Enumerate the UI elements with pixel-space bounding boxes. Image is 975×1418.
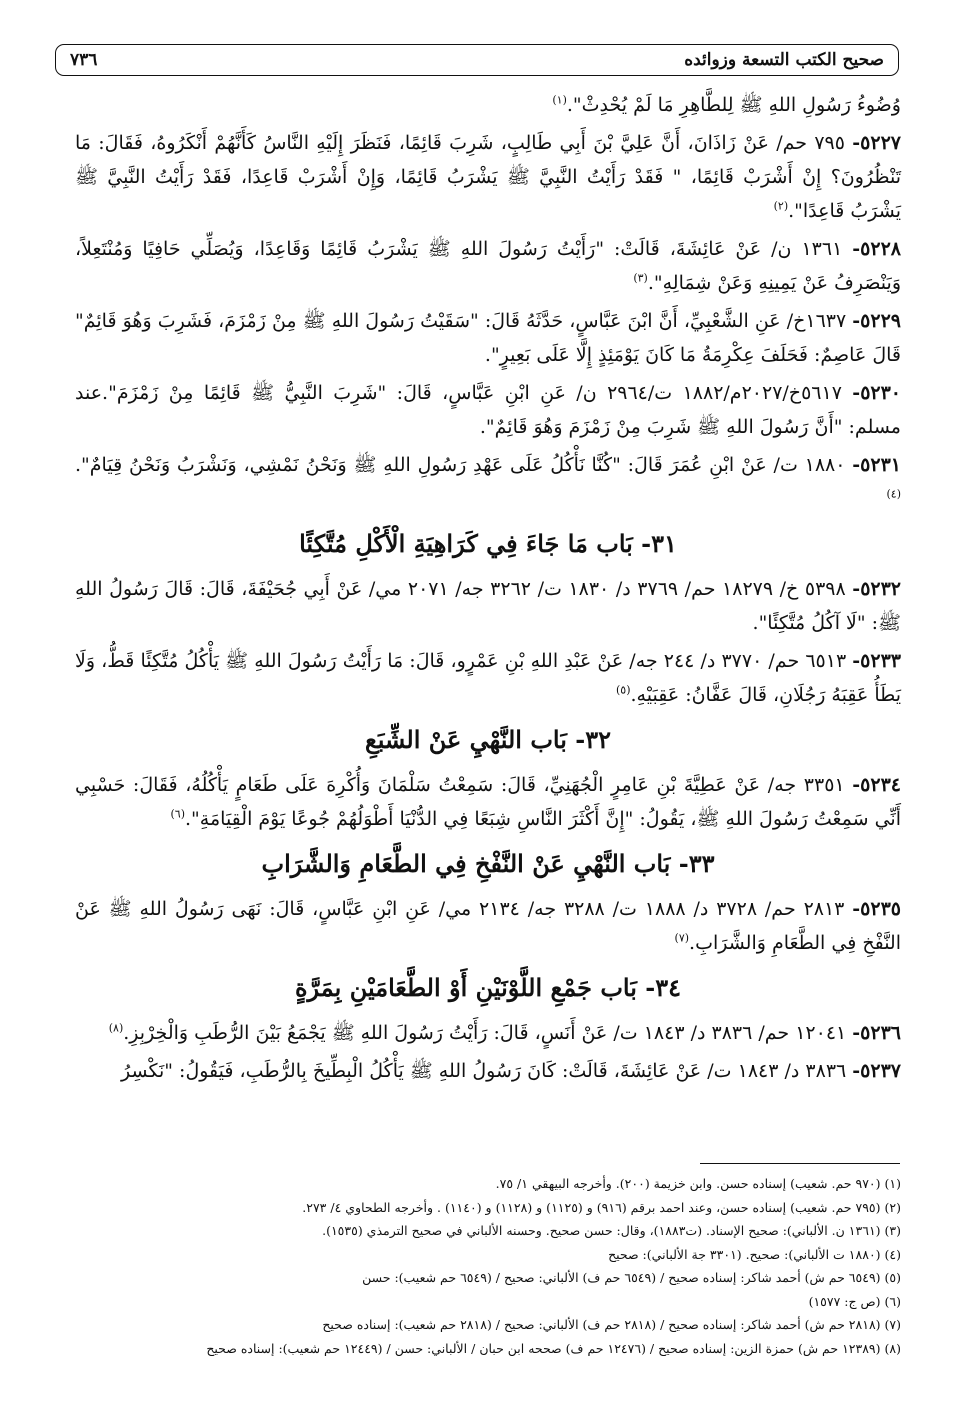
footnote-ref: (٦)	[170, 807, 186, 821]
hadith-paragraph	[75, 892, 901, 960]
hadith-paragraph	[75, 1016, 901, 1050]
hadith-number: ٥٢٣٢-	[852, 578, 902, 600]
footnote: (٢) (٧٩٥ حم. شعيب) إسناده حسن، وعند احمد برقم (٩١٦) و (١١٢٥) و (١١٢٨) و (١١٤٠) . وأخرجه الطحاوي ٤/ ٢٧٣.	[302, 1199, 901, 1215]
main-text	[75, 88, 901, 1092]
hadith-paragraph	[75, 1054, 901, 1088]
chapter-heading: ٣١- بَاب مَا جَاءَ فِي كَرَاهِيَةِ الْأَكْلِ مُتَّكِئًا	[299, 529, 677, 558]
footnote-ref: (٨)	[108, 1021, 124, 1035]
hadith-paragraph	[75, 304, 901, 372]
footnote-ref: (١)	[552, 93, 567, 107]
chapter-heading: ٣٢- بَاب النَّهْيِ عَنْ الشِّبَعِ	[364, 725, 612, 754]
footnote: (٧) (٢٨١٨ حم ش) أحمد شاكر: إسناده صحيح / (٢٨١٨ حم ف) الألباني: صحيح / (٢٨١٨ حم شعيب): إسناده صحيح	[322, 1317, 901, 1332]
hadith-number: ٥٢٢٨-	[852, 238, 901, 260]
hadith-text: ٧٩٥ حم/ عَنْ زَاذَانَ، أَنَّ عَلِيَّ بْنَ أَبِي طَالِبٍ، شَرِبَ قَائِمًا، فَنَظَرَ إِلَيْهِ النَّاسُ كَأَنَّهُمْ أَنْكَرُوهُ، فَقَالَ: مَا تَنْظُرُونَ؟ إِنْ أَشْرَبْ قَائِمًا، " فَقَدْ رَأَيْتُ النَّبِيَّ ﷺ يَشْرَبُ قَائِمًا، وَإِنْ أَشْرَبْ قَاعِدًا، فَقَدْ رَأَيْتُ النَّبِيَّ ﷺ يَشْرَبُ قَاعِدًا".	[75, 132, 901, 222]
hadith-number: ٥٢٣٤-	[852, 774, 901, 796]
hadith-paragraph	[75, 448, 901, 516]
page-header	[55, 44, 899, 76]
footnote-ref: (٧)	[674, 931, 690, 945]
hadith-number: ٥٢٣٣-	[852, 650, 901, 672]
hadith-paragraph	[75, 768, 901, 836]
chapter-heading: ٣٤- بَاب جَمْعِ اللَّوْنَيْنِ أَوْ الطَّعَامَيْنِ بِمَرَّةٍ	[294, 973, 681, 1002]
hadith-text: وُضُوءُ رَسُولِ اللهِ ﷺ لِلطَّاهِرِ مَا لَمْ يُحْدِثْ".	[566, 94, 901, 116]
hadith-number: ٥٢٣١-	[852, 454, 901, 476]
footnote: (٤) (١٨٨٠ ت الألباني): صحيح. (٣٣٠١ جة الألباني): صحيح	[608, 1246, 901, 1262]
book-title: صحيح الكتب التسعة وزوائده	[684, 50, 884, 70]
hadith-paragraph	[75, 126, 901, 228]
hadith-number: ٥٢٣٦-	[852, 1022, 901, 1044]
hadith-text: ١٢٠٤١ حم/ ٣٨٣٦ د/ ١٨٤٣ ت/ عَنْ أَنَسٍ، قَالَ: رَأَيْتُ رَسُولَ اللهِ ﷺ يَجْمَعُ بَيْنَ الرُّطَبِ وَالْخِرْبِزِ.	[123, 1022, 853, 1044]
footnote-ref: (٥)	[616, 683, 631, 697]
footnotes	[75, 1172, 901, 1360]
hadith-number: ٥٢٢٩-	[852, 310, 901, 332]
hadith-number: ٥٢٢٧-	[852, 132, 901, 154]
hadith-paragraph	[75, 88, 901, 122]
hadith-text: ١٦٣٧خ/ عَنِ الشَّعْبِيِّ، أَنَّ ابْنَ عَبَّاسٍ، حَدَّثَهُ قَالَ: "سَقَيْتُ رَسُولَ اللهِ ﷺ مِنْ زَمْزَمَ، فَشَرِبَ وَهُوَ قَائِمٌ" قَالَ عَاصِمٌ: فَحَلَفَ عِكْرِمَةُ مَا كَانَ يَوْمَئِذٍ إِلَّا عَلَى بَعِيرٍ".	[75, 310, 901, 366]
hadith-number: ٥٢٣٥-	[852, 898, 901, 920]
hadith-text: ٥٦١٧خ/٢٠٢٧م/١٨٨٢ ت/٢٩٦٤ ن/ عَنِ ابْنِ عَبَّاسٍ، قَالَ: "شَرِبَ النَّبِيُّ ﷺ قَائِمًا مِنْ زَمْزَمَ".عند مسلم: "أَنَّ رَسُولَ اللهِ ﷺ شَرِبَ مِنْ زَمْزَمَ وَهُوَ قَائِمٌ".	[75, 382, 901, 438]
footnote-ref: (٢)	[773, 199, 789, 213]
hadith-paragraph	[75, 232, 901, 300]
hadith-text: ١٨٨٠ ت/ عَنْ ابْنِ عُمَرَ قَالَ: "كُنَّا نَأْكُلُ عَلَى عَهْدِ رَسُولِ اللهِ ﷺ وَنَحْنُ نَمْشِي، وَنَشْرَبُ وَنَحْنُ قِيَامٌ".	[75, 454, 853, 476]
hadith-text: ٣٨٣٦ د/ ١٨٤٣ ت/ عَنْ عَائِشَةَ، قَالَتْ: كَانَ رَسُولُ اللهِ ﷺ يَأْكُلُ الْبِطِّيخَ بِالرُّطَبِ، فَيَقُولُ: "نَكْسِرُ	[121, 1060, 853, 1082]
footnote-ref: (٤)	[886, 487, 901, 501]
footnote: (٣) (١٣٦١ ن. الألباني): صحيح الإسناد. (ت١٨٨٣)، وقال: حسن صحيح. وحسنه الألباني في صحيح الترمذي (١٥٣٥).	[322, 1223, 901, 1238]
footnote: (١) (٩٧٠ حم. شعيب) إسناده حسن. وابن خزيمة (٢٠٠). وأخرجه البيهقي ١/ ٧٥.	[495, 1176, 901, 1191]
hadith-text: ٥٣٩٨ خ/ ١٨٢٧٩ حم/ ٣٧٦٩ د/ ١٨٣٠ ت/ ٣٢٦٢ جه/ ٢٠٧١ مي/ عَنْ أَبِي جُحَيْفَةَ، قَالَ: قَالَ رَسُولُ اللهِ ﷺ: "لَا آكُلُ مُتَّكِئًا".	[75, 578, 901, 634]
footnote: (٦) (ص ج: ١٥٧٧)	[808, 1293, 901, 1309]
hadith-paragraph	[75, 644, 901, 712]
hadith-number: ٥٢٣٧-	[852, 1060, 901, 1082]
hadith-text: ٣٣٥١ جه/ عَنْ عَطِيَّةَ بْنِ عَامِرٍ الْجُهَنِيِّ، قَالَ: سَمِعْتُ سَلْمَانَ وَأُكْرِهَ عَلَى طَعَامٍ يَأْكُلُهُ، فَقَالَ: حَسْبِي أَنِّي سَمِعْتُ رَسُولَ اللهِ ﷺ، يَقُولُ: "إِنَّ أَكْثَرَ النَّاسِ شِبَعًا فِي الدُّنْيَا أَطْوَلُهُمْ جُوعًا يَوْمَ الْقِيَامَةِ".	[75, 774, 901, 830]
footnote: (٥) (٦٥٤٩ حم ش) أحمد شاكر: إسناده صحيح / (٦٥٤٩ حم ف) الألباني: صحيح / (٦٥٤٩ حم شعيب): حسن	[362, 1270, 901, 1285]
chapter-heading: ٣٣- بَاب النَّهْيِ عَنْ النَّفْخِ فِي الطَّعَامِ وَالشَّرَابِ	[261, 849, 715, 878]
hadith-text: ٢٨١٣ حم/ ٣٧٢٨ د/ ١٨٨٨ ت/ ٣٢٨٨ جه/ ٢١٣٤ مي/ عَنِ ابْنِ عَبَّاسٍ، قَالَ: نَهَى رَسُولُ اللهِ ﷺ عَنْ النَّفْخِ فِي الطَّعَامِ وَالشَّرَابِ.	[75, 898, 901, 954]
hadith-number: ٥٢٣٠-	[852, 382, 902, 404]
hadith-text: ١٣٦١ ن/ عَنْ عَائِشَةَ، قَالَتْ: "رَأَيْتُ رَسُولَ اللهِ ﷺ يَشْرَبُ قَائِمًا وَقَاعِدًا، وَيُصَلِّي حَافِيًا وَمُنْتَعِلاً، وَيَنْصَرِفُ عَنْ يَمِينِهِ وَعَنْ شِمَالِهِ".	[75, 238, 901, 294]
page-number: ٧٣٦	[70, 50, 98, 70]
hadith-paragraph	[75, 376, 901, 444]
footnote-divider	[700, 1163, 900, 1164]
hadith-paragraph	[75, 572, 901, 640]
footnote: (٨) (١٢٣٨٩ حم ش) حمزة الزين: إسناده صحيح / (١٢٤٧٦ حم ف) صححه ابن حبان / الألباني: حسن / (١٢٤٤٩ حم شعيب): إسناده صحيح	[206, 1340, 901, 1356]
footnote-ref: (٣)	[633, 271, 648, 285]
hadith-text: ٦٥١٣ حم/ ٣٧٧٠ د/ ٢٤٤ جه/ عَنْ عَبْدِ اللهِ بْنِ عَمْرٍو، قَالَ: مَا رَأَيْتُ رَسُولَ اللهِ ﷺ يَأْكُلُ مُتَّكِئًا قَطُّ، وَلَا يَطَأُ عَقِبَهُ رَجُلَانِ، قَالَ عَفَّانُ: عَقِبَيْهِ.	[75, 650, 901, 706]
